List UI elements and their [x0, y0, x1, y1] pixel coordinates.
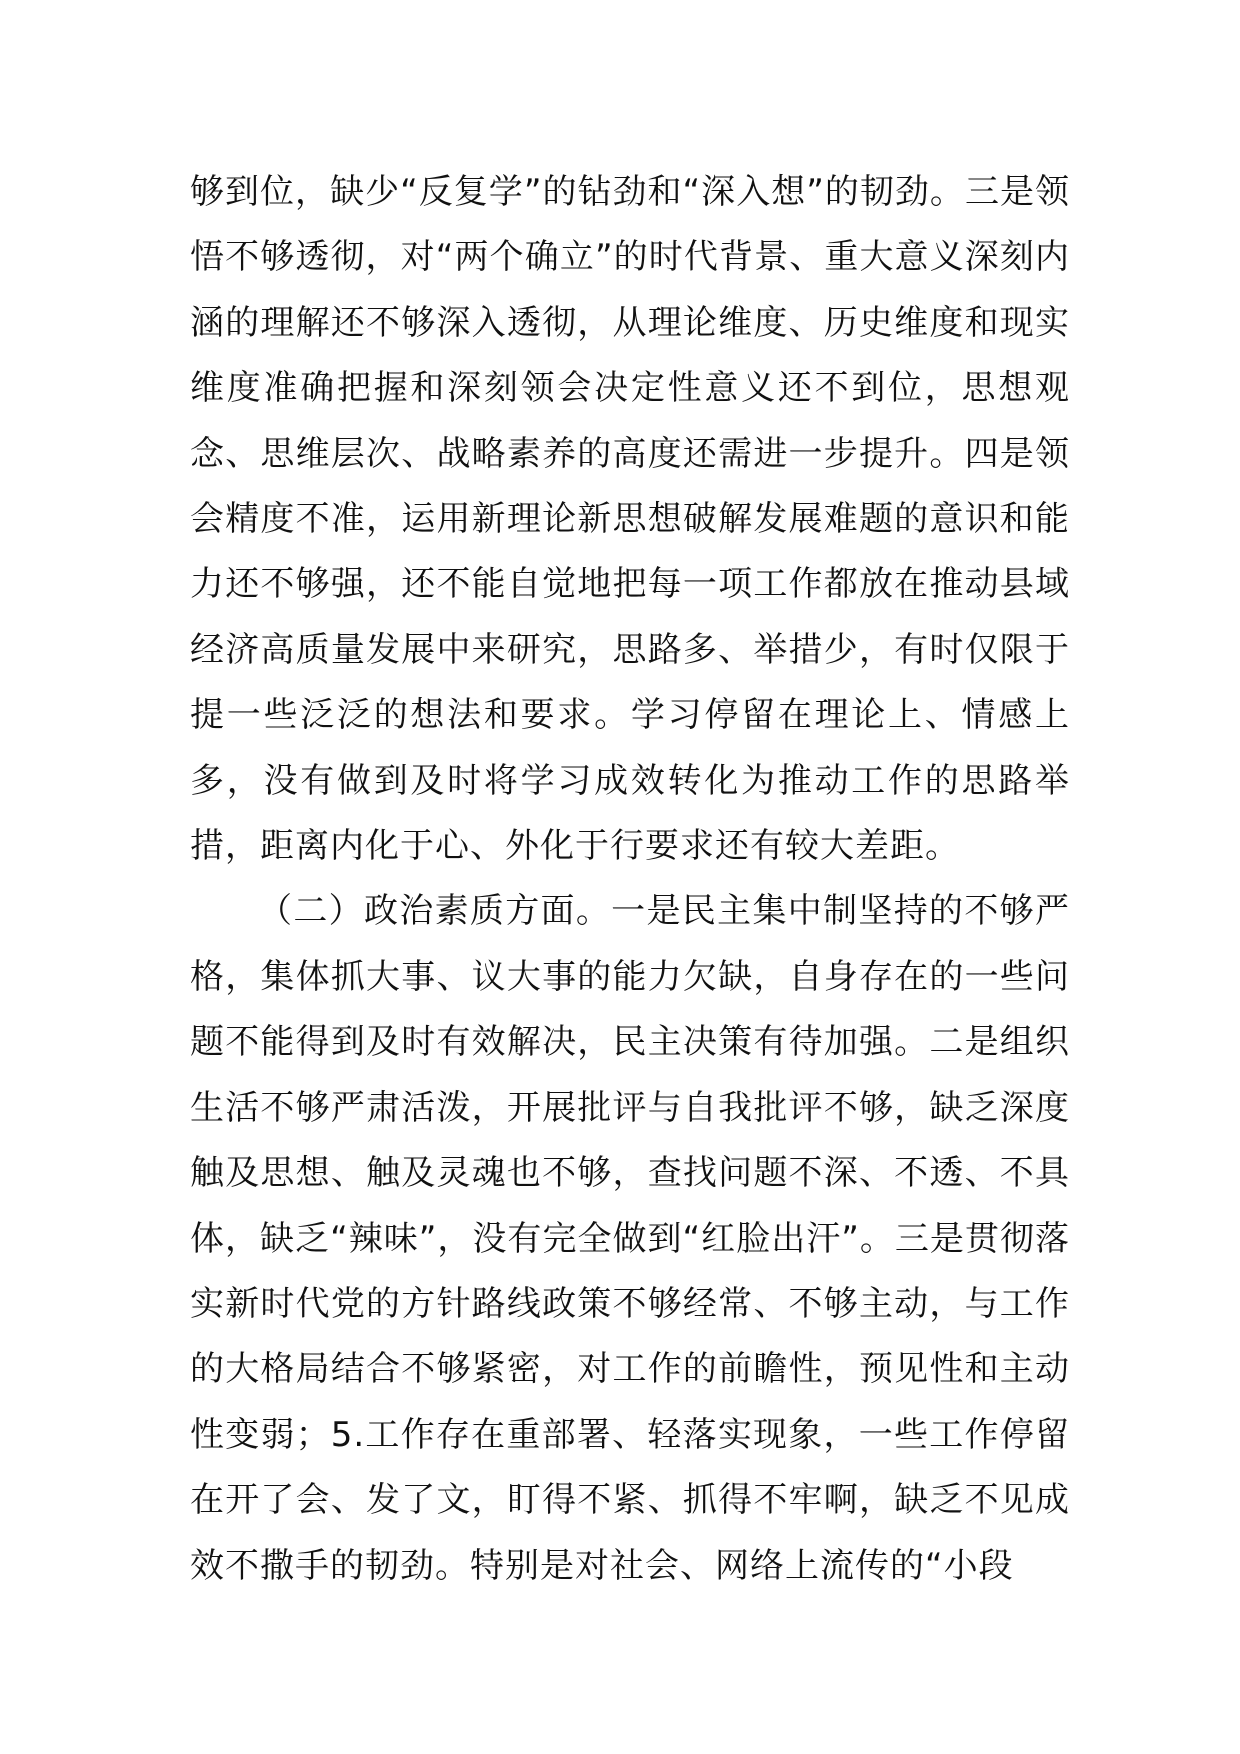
document-body [190, 160, 1070, 1599]
paragraph-political-quality: （二）政治素质方面。一是民主集中制坚持的不够严格，集体抓大事、议大事的能力欠缺，自身存在的一些问题不能得到及时有效解决，民主决策有待加强。二是组织生活不够严肃活泼，开展批评与自我批评不够，缺乏深度触及思想、触及灵魂也不够，查找问题不深、不透、不具体，缺乏“辣味”，没有完全做到“红脸出汗”。三是贯彻落实新时代党的方针路线政策不够经常、不够主动，与工作的大格局结合不够紧密，对工作的前瞻性，预见性和主动性变弱；5.工作存在重部署、轻落实现象，一些工作停留在开了会、发了文，盯得不紧、抓得不牢啊，缺乏不见成效不撒手的韧劲。特别是对社会、网络上流传的“小段 [190, 891, 1070, 1586]
paragraph-continued: 够到位，缺少“反复学”的钻劲和“深入想”的韧劲。三是领悟不够透彻，对“两个确立”的时代背景、重大意义深刻内涵的理解还不够深入透彻，从理论维度、历史维度和现实维度准确把握和深刻领会决定性意义还不到位，思想观念、思维层次、战略素养的高度还需进一步提升。四是领会精度不准，运用新理论新思想破解发展难题的意识和能力还不够强，还不能自觉地把每一项工作都放在推动县域经济高质量发展中来研究，思路多、举措少，有时仅限于提一些泛泛的想法和要求。学习停留在理论上、情感上多，没有做到及时将学习成效转化为推动工作的思路举措，距离内化于心、外化于行要求还有较大差距。 [190, 172, 1070, 867]
